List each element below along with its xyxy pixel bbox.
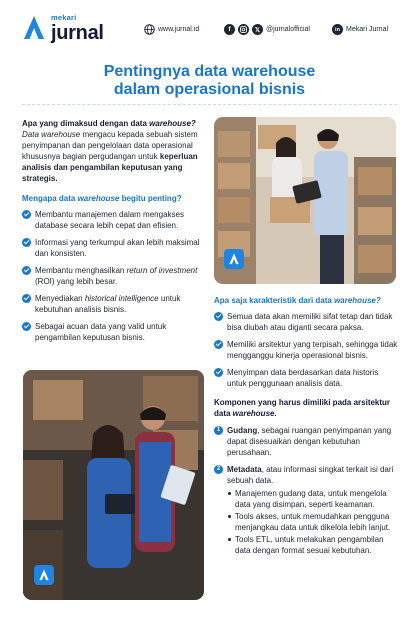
number-badge: 2 [214, 465, 223, 474]
title-line-2: dalam operasional bisnis [113, 81, 306, 98]
check-icon [214, 368, 223, 377]
website-contact[interactable] [144, 24, 199, 35]
check-icon [214, 312, 223, 321]
intro-question: Apa yang dimaksud dengan data warehouse? [22, 119, 196, 128]
left-column-text [22, 118, 208, 349]
warehouse-photo-bottom [23, 370, 204, 600]
social-handle[interactable]: @jurnalofficial [266, 26, 310, 33]
components-list [214, 425, 398, 556]
facebook-icon[interactable]: f [224, 24, 235, 35]
linkedin-contact[interactable] [332, 24, 388, 35]
x-icon[interactable]: 𝕏 [252, 24, 263, 35]
jurnal-badge-icon [34, 565, 54, 585]
list-item: Menyimpan data berdasarkan data historis untuk penggunaan analisis data. [214, 367, 398, 389]
list-item: Semua data akan memiliki sifat tetap dan tidak bisa diubah atau diganti secara paksa. [214, 311, 398, 333]
check-icon [22, 322, 31, 331]
brand-small: mekari [51, 13, 77, 22]
list-item: Manajemen gudang data, untuk mengelola data yang disimpan, seperti keamanan. [227, 488, 398, 510]
list-item: 2 Metadata, atau informasi singkat terkait isi dari sebuah data. Manajemen gudang data, untuk mengelola data yang disimpan, seperti keamanan. Tools akses, untuk memudahkan pengguna menjangkau data untuk dikelola lebih lanjut. Tools ETL, untuk melakukan pengambilan data dengan format sesuai kebutuhan. [214, 464, 398, 556]
warehouse-photo-top [214, 117, 396, 284]
jurnal-badge-icon [224, 249, 244, 269]
list-item: Membantu manajemen dalam mengakses database secara lebih cepat dan efisien. [22, 209, 208, 231]
brand-big: jurnal [51, 21, 104, 44]
intro-paragraph: Data warehouse mengacu kepada sebuah sistem penyimpanan dan pengelolaan data operasional khususnya bagian pergudangan untuk keperluan analisis dan pengambilan keputusan yang strategis. [22, 130, 198, 183]
list-item: Tools akses, untuk memudahkan pengguna menjangkau data untuk dikelola lebih lanjut. [227, 511, 398, 533]
jurnal-logo-icon [22, 15, 46, 41]
why-list [22, 209, 208, 343]
instagram-icon[interactable] [238, 24, 249, 35]
globe-icon [144, 24, 155, 35]
why-heading: Mengapa data warehouse begitu penting? [22, 194, 182, 203]
title-divider [22, 104, 397, 105]
number-badge: 1 [214, 426, 223, 435]
linkedin-name[interactable]: Mekari Jurnal [346, 26, 389, 33]
check-icon [214, 340, 223, 349]
header [0, 0, 419, 52]
page-title [0, 63, 419, 99]
list-item: Membantu menghasilkan return of investment (ROI) yang lebih besar. [22, 265, 208, 287]
list-item: 1 Gudang, sebagai ruangan penyimpanan yang dapat disesuaikan dengan kebutuhan perusahaan. [214, 425, 398, 458]
title-line-1: Pentingnya data warehouse [103, 63, 316, 80]
traits-list [214, 311, 398, 389]
check-icon [22, 266, 31, 275]
components-heading: Komponen yang harus dimiliki pada arsitektur data warehouse. [214, 398, 391, 418]
list-item: Tools ETL, untuk melakukan pengambilan data dengan format sesuai kebutuhan. [227, 534, 398, 556]
check-icon [22, 210, 31, 219]
social-contact[interactable] [224, 24, 310, 35]
list-item: Menyediakan historical intelligence untuk kebutuhan analisis bisnis. [22, 293, 208, 315]
traits-heading: Apa saja karakteristik dari data warehouse? [214, 296, 381, 305]
linkedin-icon[interactable]: in [332, 24, 343, 35]
brand-wordmark [51, 14, 104, 43]
list-item: Sebagai acuan data yang valid untuk pengambilan keputusan bisnis. [22, 321, 208, 343]
check-icon [22, 238, 31, 247]
metadata-sublist [227, 488, 398, 556]
check-icon [22, 294, 31, 303]
website-link[interactable]: www.jurnal.id [158, 26, 200, 33]
list-item: Memiliki arsitektur yang terpisah, sehingga tidak mengganggu kinerja operasional bisnis. [214, 339, 398, 361]
list-item: Informasi yang terkumpul akan lebih maksimal dan konsisten. [22, 237, 208, 259]
right-column-text [214, 295, 398, 562]
